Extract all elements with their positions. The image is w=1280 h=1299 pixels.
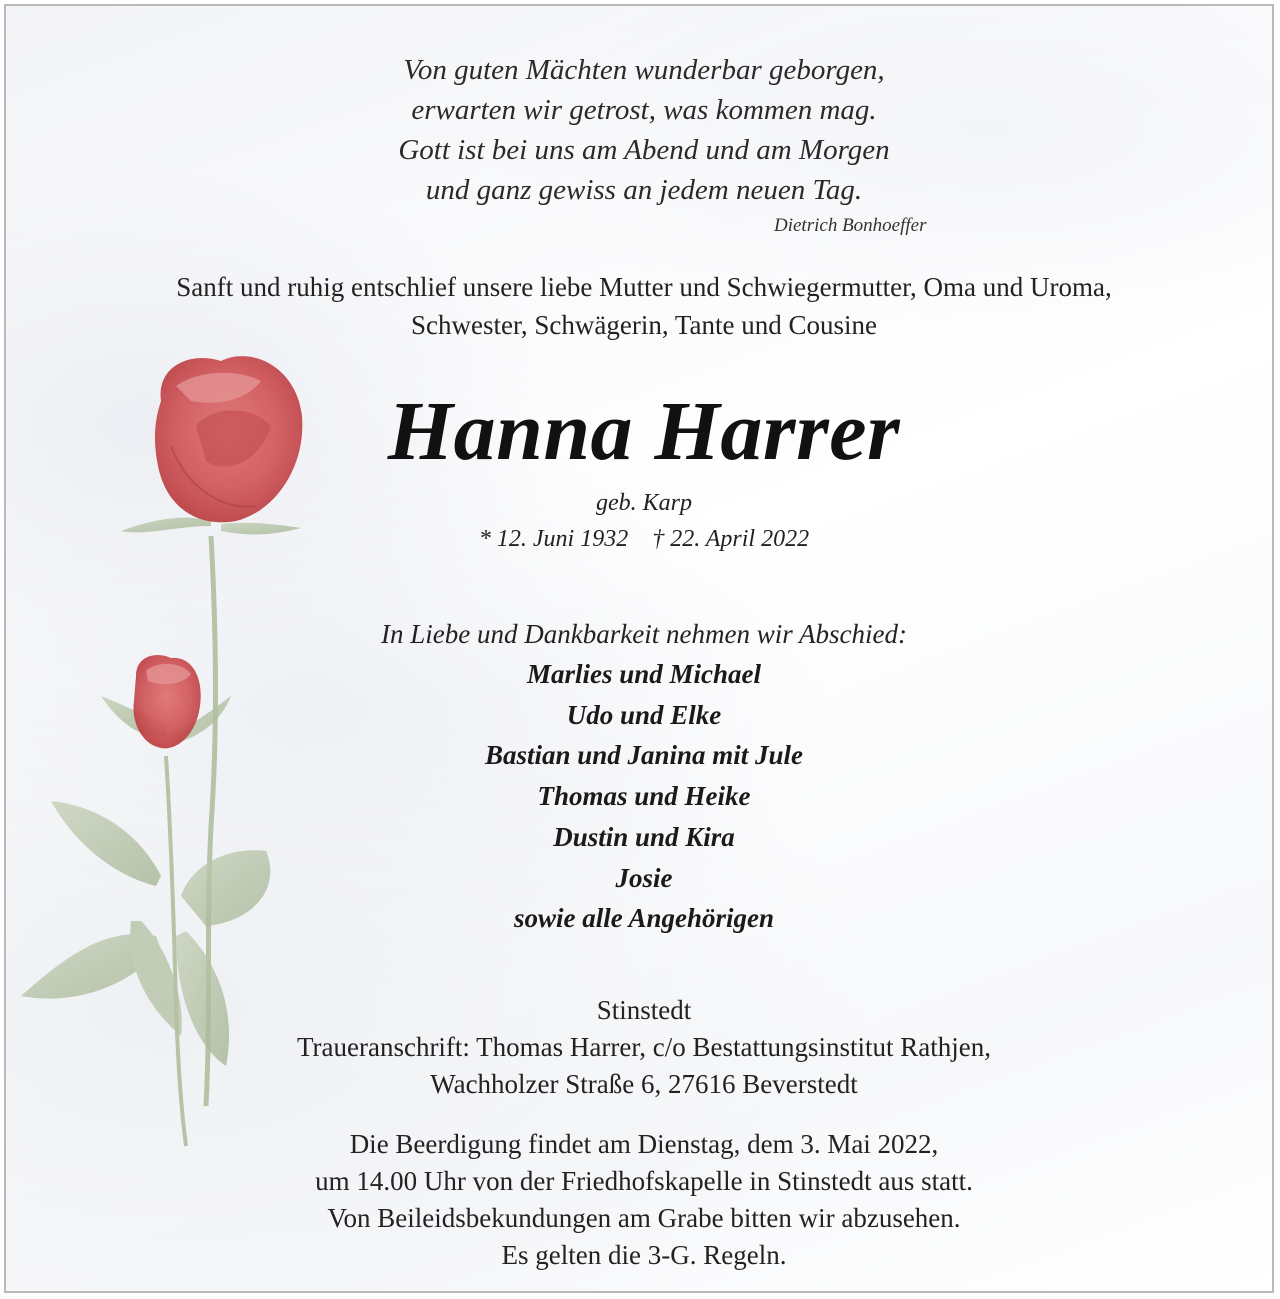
funeral-line: Von Beileidsbekundungen am Grabe bitten wir abzusehen. (327, 1203, 961, 1233)
quote-line: Gott ist bei uns am Abend und am Morgen (398, 134, 890, 166)
address-line: Wachholzer Straße 6, 27616 Beverstedt (430, 1069, 858, 1099)
mourner-name: sowie alle Angehörigen (513, 903, 775, 934)
mourner-name: Thomas und Heike (537, 781, 751, 812)
quote-line: Von guten Mächten wunderbar geborgen, (403, 54, 885, 86)
mourner-name: Dustin und Kira (553, 821, 735, 852)
deceased-details (6, 485, 1274, 557)
mourner-name: Udo und Elke (566, 699, 722, 730)
mourner-name: Josie (615, 862, 673, 893)
funeral-line: um 14.00 Uhr von der Friedhofskapelle in Stinstedt aus statt. (315, 1166, 973, 1196)
farewell-intro: In Liebe und Dankbarkeit nehmen wir Abschied: (381, 619, 907, 649)
funeral-line: Die Beerdigung findet am Dienstag, dem 3. Mai 2022, (349, 1129, 939, 1159)
mourner-name: Marlies und Michael (526, 659, 762, 689)
mourner-name: Bastian und Janina mit Jule (484, 740, 804, 771)
quote-block (6, 50, 1274, 210)
mourners-block (6, 614, 1274, 939)
address-line: Traueranschrift: Thomas Harrer, c/o Bestattungsinstitut Rathjen, (296, 1032, 992, 1062)
address-block (6, 992, 1274, 1103)
funeral-info (6, 1126, 1274, 1274)
maiden-name: geb. Karp (596, 490, 692, 516)
funeral-line: Es gelten die 3-G. Regeln. (501, 1240, 787, 1270)
deceased-name: Hanna Harrer (387, 385, 901, 478)
obituary-notice (4, 4, 1274, 1293)
place-name: Stinstedt (596, 995, 692, 1025)
intro-text (6, 268, 1274, 344)
quote-author: Dietrich Bonhoeffer (774, 215, 927, 236)
life-dates: * 12. Juni 1932 † 22. April 2022 (478, 526, 810, 552)
quote-line: und ganz gewiss an jedem neuen Tag. (425, 174, 863, 206)
intro-line: Sanft und ruhig entschlief unsere liebe Mutter und Schwiegermutter, Oma und Uroma, (176, 272, 1112, 302)
deceased-name-block (6, 386, 1274, 478)
intro-line: Schwester, Schwägerin, Tante und Cousine (411, 310, 877, 340)
quote-line: erwarten wir getrost, was kommen mag. (411, 94, 877, 126)
